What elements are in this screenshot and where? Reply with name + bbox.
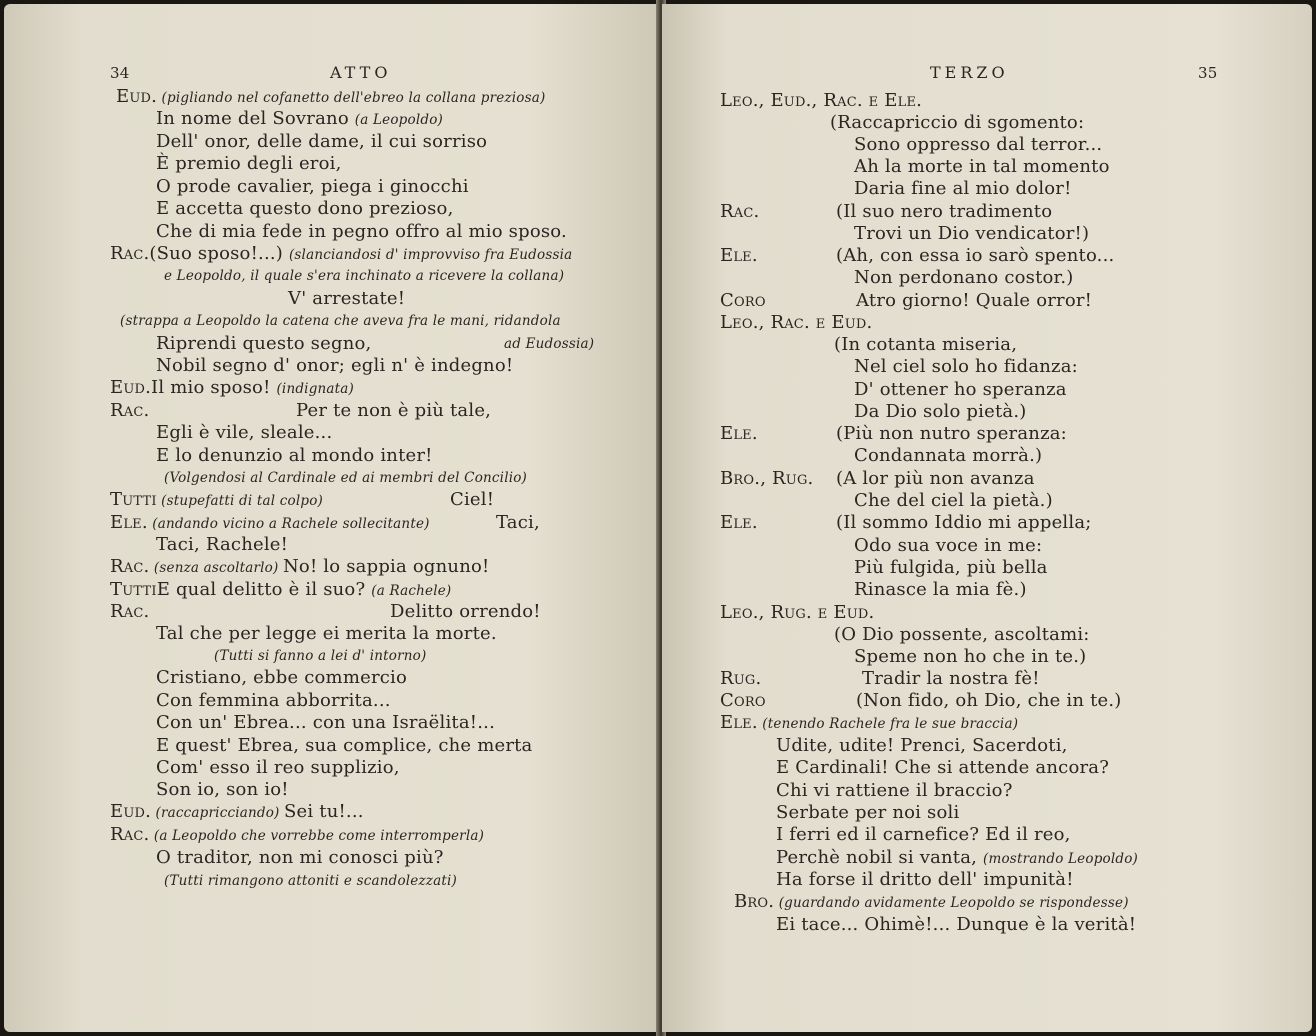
line: Rac. (a Leopoldo che vorrebbe come interromperla) (110, 824, 485, 845)
line: Speme non ho che in te.) (854, 646, 1087, 667)
line: Rac. (Il suo nero tradimento (720, 201, 1053, 222)
left-page (4, 4, 660, 1032)
line: (O Dio possente, ascoltami: (834, 624, 1090, 645)
line: V' arrestate! (288, 288, 406, 309)
line: Taci, Rachele! (156, 534, 289, 555)
line: Ele. (Il sommo Iddio mi appella; (720, 512, 1092, 533)
line: E quest' Ebrea, sua complice, che merta (156, 735, 533, 756)
line: O traditor, non mi conosci più? (156, 847, 444, 868)
line: Trovi un Dio vendicator!) (854, 223, 1090, 244)
line: Leo., Rac. e Eud. (720, 312, 873, 333)
line: Rac. (senza ascoltarlo) No! lo sappia ognuno! (110, 556, 490, 577)
stage-direction: e Leopoldo, il quale s'era inchinato a ricevere la collana) (164, 268, 565, 284)
page-number: 35 (1198, 64, 1218, 82)
stage-direction: (Volgendosi al Cardinale ed ai membri del Concilio) (164, 470, 528, 486)
line: Serbate per noi soli (776, 802, 960, 823)
line: Odo sua voce in me: (854, 535, 1043, 556)
line: (In cotanta miseria, (834, 334, 1018, 355)
stage-direction: (strappa a Leopoldo la catena che aveva fra le mani, ridandola (120, 313, 561, 329)
line: Leo., Eud., Rac. e Ele. (720, 90, 923, 111)
line: Perchè nobil si vanta, (mostrando Leopoldo) (776, 847, 1139, 868)
line: E lo denunzio al mondo inter! (156, 445, 433, 466)
line: Rinasce la mia fè.) (854, 579, 1027, 600)
line: Rug. Tradir la nostra fè! (720, 668, 1040, 689)
line: Non perdonano costor.) (854, 267, 1074, 288)
line: Eud.Il mio sposo! (indignata) (110, 377, 355, 398)
line: Rac.(Suo sposo!...) (slanciandosi d' improvviso fra Eudossia (110, 243, 573, 264)
line: Con un' Ebrea... con una Israëlita!... (156, 712, 496, 733)
right-page (662, 4, 1312, 1032)
running-head: TERZO (930, 63, 1009, 82)
line: Con femmina abborrita... (156, 690, 391, 711)
line: Bro. (guardando avidamente Leopoldo se rispondesse) (734, 891, 1129, 912)
line: Coro Atro giorno! Quale orror! (720, 290, 1093, 311)
line: Che di mia fede in pegno offro al mio sposo. (156, 221, 567, 242)
line: Condannata morrà.) (854, 445, 1043, 466)
line: Ele. (tenendo Rachele fra le sue braccia) (720, 712, 1019, 733)
stage-direction: (Tutti si fanno a lei d' intorno) (214, 648, 427, 664)
line: Eud. (pigliando nel cofanetto dell'ebreo la collana preziosa) (116, 86, 546, 107)
line: Nobil segno d' onor; egli n' è indegno! (156, 355, 514, 376)
line: Ele. (andando vicino a Rachele sollecitante) Taci, (110, 512, 540, 533)
line: Dell' onor, delle dame, il cui sorriso (156, 131, 488, 152)
line: Daria fine al mio dolor! (854, 178, 1072, 199)
line: Coro (Non fido, oh Dio, che in te.) (720, 690, 1122, 711)
line: Egli è vile, sleale... (156, 422, 333, 443)
line: O prode cavalier, piega i ginocchi (156, 176, 469, 197)
line: In nome del Sovrano (a Leopoldo) (156, 108, 443, 129)
line: D' ottener ho speranza (854, 379, 1067, 400)
line: Ha forse il dritto dell' impunità! (776, 869, 1074, 890)
line: Rac. Per te non è più tale, (110, 400, 492, 421)
line: Chi vi rattiene il braccio? (776, 780, 1013, 801)
line: Cristiano, ebbe commercio (156, 667, 408, 688)
running-head: ATTO (330, 63, 392, 82)
line: (Raccapriccio di sgomento: (830, 112, 1085, 133)
line: Leo., Rug. e Eud. (720, 602, 875, 623)
line: I ferri ed il carnefice? Ed il reo, (776, 824, 1071, 845)
line: E accetta questo dono prezioso, (156, 198, 454, 219)
line: Rac. Delitto orrendo! (110, 601, 541, 622)
line: Tal che per legge ei merita la morte. (156, 623, 497, 644)
line: Che del ciel la pietà.) (854, 490, 1053, 511)
line: Udite, udite! Prenci, Sacerdoti, (776, 735, 1068, 756)
line: È premio degli eroi, (156, 153, 342, 174)
line: Nel ciel solo ho fidanza: (854, 356, 1078, 377)
line: Sono oppresso dal terror... (854, 134, 1103, 155)
line: Ele. (Più non nutro speranza: (720, 423, 1067, 444)
line: Ele. (Ah, con essa io sarò spento... (720, 245, 1115, 266)
line: Bro., Rug. (A lor più non avanza (720, 468, 1035, 489)
stage-direction: (Tutti rimangono attoniti e scandolezzati) (164, 873, 457, 889)
line: Da Dio solo pietà.) (854, 401, 1027, 422)
line: Più fulgida, più bella (854, 557, 1048, 578)
line: E Cardinali! Che si attende ancora? (776, 757, 1110, 778)
line: Tutti (stupefatti di tal colpo) Ciel! (110, 489, 495, 510)
line: Eud. (raccapricciando) Sei tu!... (110, 801, 364, 822)
line: TuttiE qual delitto è il suo? (a Rachele) (110, 579, 452, 600)
line: Ei tace... Ohimè!... Dunque è la verità! (776, 914, 1137, 935)
line: Son io, son io! (156, 779, 289, 800)
line: Com' esso il reo supplizio, (156, 757, 400, 778)
line: Riprendi questo segno, ad Eudossia) (156, 333, 595, 354)
line: Ah la morte in tal momento (854, 156, 1110, 177)
page-number: 34 (110, 64, 130, 82)
